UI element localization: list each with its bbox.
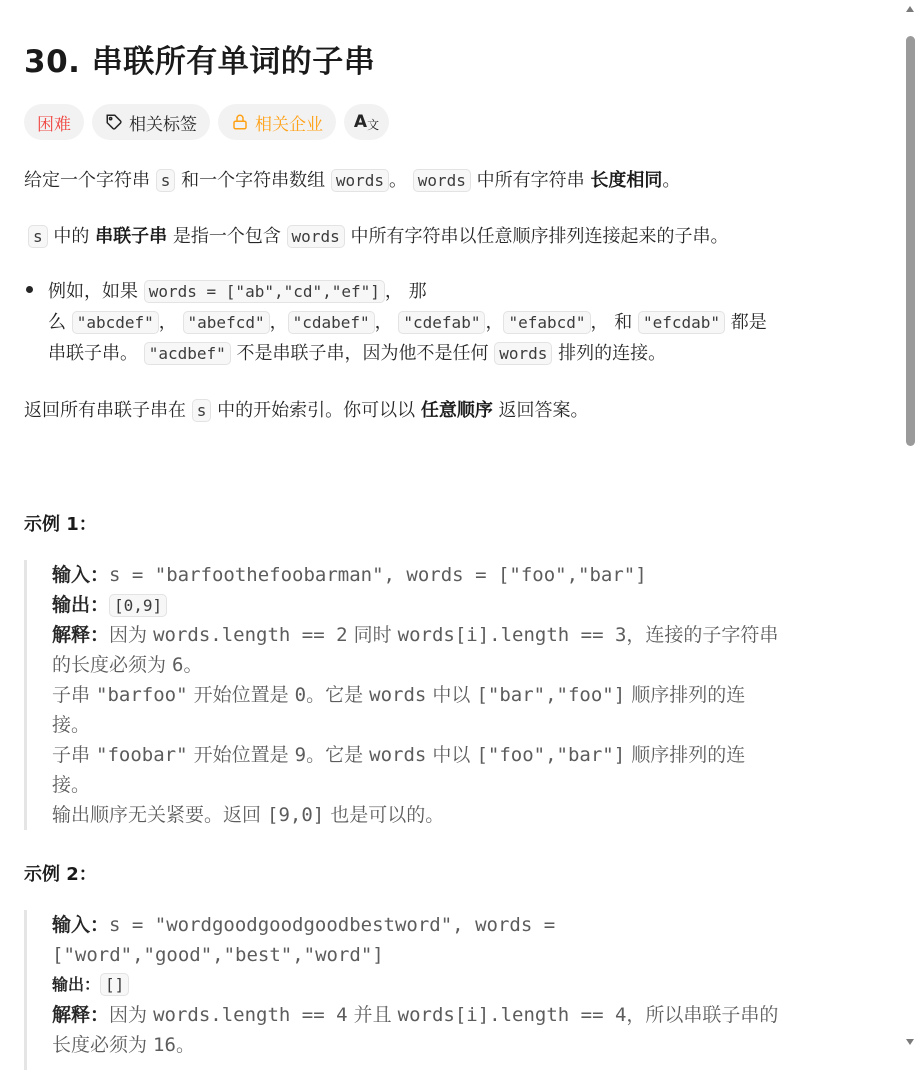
example-1-explain-line-2: 的长度必须为 6。 — [52, 654, 203, 676]
example-2-explain-line-1: 解释：因为 words.length == 4 并且 words[i].length == 4，所以串联子串的 — [52, 1004, 779, 1026]
example-2-input-line-1: 输入：s = "wordgoodgoodgoodbestword", words = — [52, 914, 556, 936]
related-tags-label: 相关标签 — [129, 114, 197, 135]
example-1-title: 示例 1： — [24, 514, 97, 535]
scroll-thumb[interactable] — [906, 36, 915, 446]
inline-code: words — [331, 169, 389, 192]
example-1-explain-line-3: 子串 "barfoo" 开始位置是 0。它是 words 中以 ["bar","foo"] 顺序排列的连 — [52, 684, 746, 706]
example-1-input: 输入：s = "barfoothefoobarman", words = ["foo","bar"] — [52, 564, 647, 586]
translate-icon: A — [353, 112, 368, 132]
example-2-explain-line-2: 长度必须为 16。 — [52, 1034, 195, 1056]
inline-code: "efcdab" — [638, 311, 725, 334]
scroll-up-arrow-icon[interactable] — [906, 6, 914, 12]
difficulty-label: 困难 — [37, 114, 71, 135]
inline-code: words — [287, 225, 345, 248]
example-1-explain-line-7: 输出顺序无关紧要。返回 [9,0] 也是可以的。 — [52, 804, 445, 826]
bullet-line-1: 例如，如果 words = ["ab","cd","ef"] ， 那 — [48, 281, 427, 302]
difficulty-badge[interactable] — [24, 104, 84, 140]
example-1-explain-line-4: 接。 — [52, 714, 91, 736]
inline-code: [0,9] — [109, 594, 167, 617]
bullet-line-2: 么 "abcdef" ， "abefcd" ， "cdabef" ， "cdefab" ， "efabcd" ， 和 "efcdab" 都是 — [48, 312, 767, 333]
bold-text: 长度相同 — [590, 170, 663, 191]
inline-code: words — [413, 169, 471, 192]
related-companies-button[interactable] — [218, 104, 336, 140]
description-paragraph-3: 返回所有串联子串在 s 中的开始索引。你可以以 任意顺序 返回答案。 — [24, 400, 589, 421]
example-2-block — [24, 910, 779, 1070]
inline-code: "acdbef" — [144, 342, 231, 365]
list-bullet — [24, 281, 35, 292]
related-tags-button[interactable] — [92, 104, 210, 140]
inline-code: words = ["ab","cd","ef"] — [144, 280, 385, 303]
tag-bar — [24, 104, 389, 140]
inline-code: "cdabef" — [288, 311, 375, 334]
inline-code: s — [156, 169, 176, 192]
example-2-input-line-2: ["word","good","best","word"] — [52, 944, 384, 966]
bullet-line-3: 串联子串。 "acdbef" 不是串联子串，因为他不是任何 words 排列的连接。 — [48, 343, 667, 364]
inline-code: "cdefab" — [398, 311, 485, 334]
lock-icon — [231, 113, 249, 131]
example-2-title: 示例 2： — [24, 864, 97, 885]
tag-icon — [105, 113, 123, 131]
inline-code: "abcdef" — [72, 311, 159, 334]
problem-title: 30. 串联所有单词的子串 — [24, 44, 376, 80]
translate-button[interactable] — [344, 104, 389, 140]
related-companies-label: 相关企业 — [255, 114, 323, 135]
example-1-explain-line-6: 接。 — [52, 774, 91, 796]
inline-code: "abefcd" — [183, 311, 270, 334]
description-paragraph-1: 给定一个字符串 s 和一个字符串数组 words 。 words 中所有字符串 长度相同。 — [24, 170, 681, 191]
inline-code: s — [192, 399, 212, 422]
example-2-output: 输出： [] — [52, 970, 129, 1000]
example-1-output: 输出： [0,9] — [52, 590, 167, 621]
example-1-explain-line-1: 解释：因为 words.length == 2 同时 words[i].length == 3，连接的子字符串 — [52, 624, 779, 646]
translate-icon-sub: 文 — [367, 118, 380, 132]
bold-text: 任意顺序 — [420, 400, 493, 421]
inline-code: s — [28, 225, 48, 248]
inline-code: "efabcd" — [503, 311, 590, 334]
vertical-scrollbar[interactable] — [903, 0, 917, 1059]
bold-text: 串联子串 — [95, 226, 168, 247]
inline-code: [] — [100, 973, 129, 996]
example-1-block — [24, 560, 779, 830]
inline-code: words — [494, 342, 552, 365]
scroll-down-arrow-icon[interactable] — [906, 1039, 914, 1045]
example-1-explain-line-5: 子串 "foobar" 开始位置是 9。它是 words 中以 ["foo","bar"] 顺序排列的连 — [52, 744, 746, 766]
description-paragraph-2: s 中的 串联子串 是指一个包含 words 中所有字符串以任意顺序排列连接起来的子串。 — [28, 222, 728, 252]
